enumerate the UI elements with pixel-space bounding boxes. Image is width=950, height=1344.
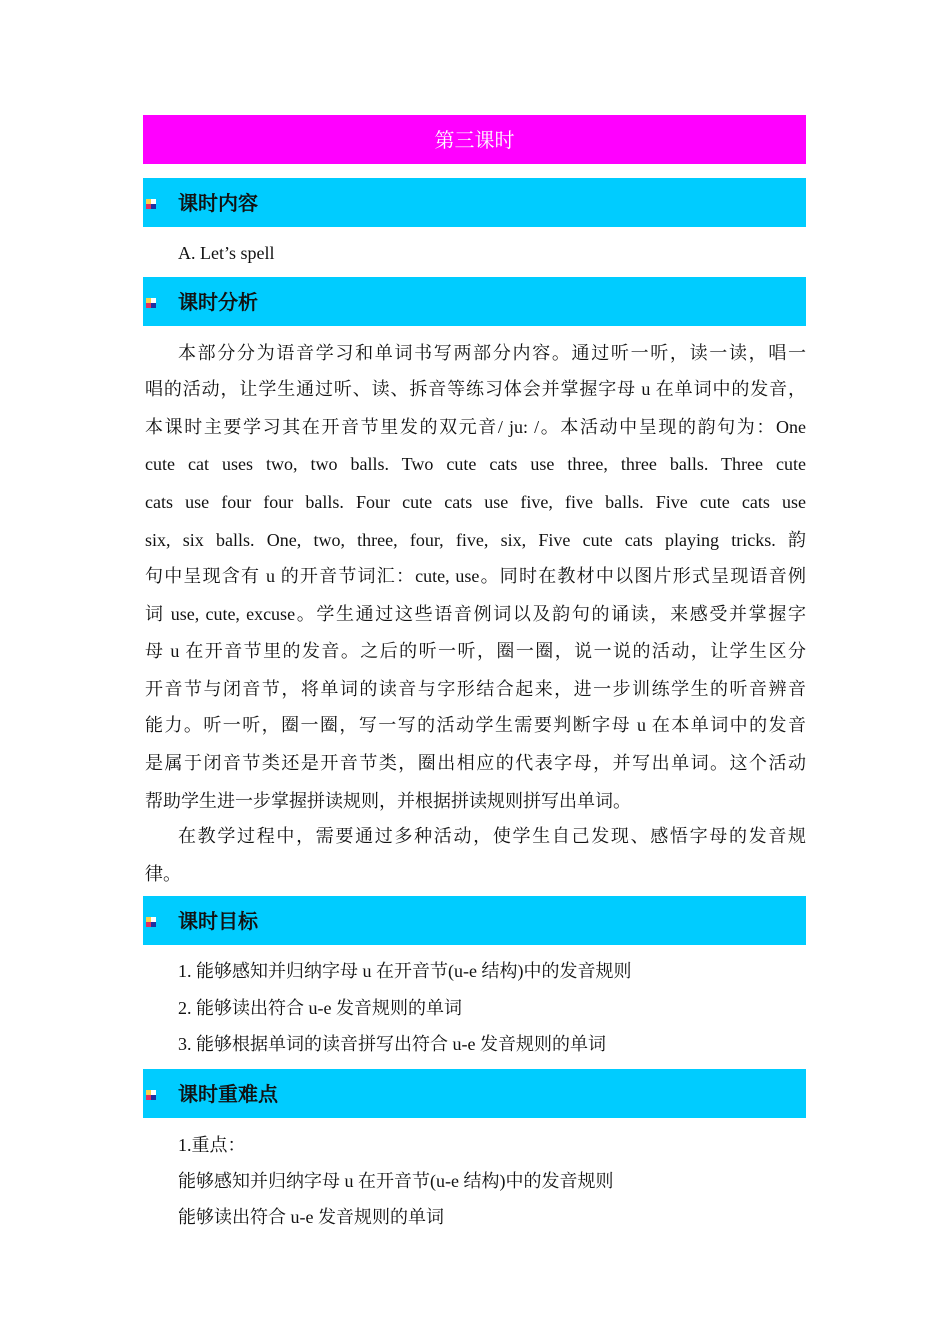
analysis-line: 唱的活动，让学生通过听、读、拆音等练习体会并掌握字母 u 在单词中的发音， bbox=[145, 379, 806, 399]
analysis-line: 帮助学生进一步掌握拼读规则，并根据拼读规则拼写出单词。 bbox=[145, 791, 631, 811]
analysis-line: 是属于闭音节类还是开音节类，圈出相应的代表字母，并写出单词。这个活动 bbox=[145, 753, 806, 773]
section-header-content bbox=[143, 178, 806, 227]
section-heading: 课时目标 bbox=[178, 909, 258, 933]
section-heading: 课时分析 bbox=[178, 290, 258, 314]
section-heading: 课时重难点 bbox=[178, 1082, 278, 1106]
goal-item: 1. 能够感知并归纳字母 u 在开音节(u-e 结构)中的发音规则 bbox=[178, 961, 632, 981]
section-header-key-points bbox=[143, 1069, 806, 1118]
key-point-line: 能够感知并归纳字母 u 在开音节(u-e 结构)中的发音规则 bbox=[178, 1171, 614, 1191]
analysis-line: 在教学过程中，需要通过多种活动，使学生自己发现、感悟字母的发音规 bbox=[178, 826, 806, 846]
key-point-line: 1.重点： bbox=[178, 1135, 246, 1155]
analysis-line: cats use four four balls. Four cute cats use five, five balls. Five cute cats use bbox=[145, 492, 806, 512]
bullet-icon bbox=[146, 298, 156, 308]
analysis-line: 本课时主要学习其在开音节里发的双元音/ ju: /。本活动中呈现的韵句为：One bbox=[145, 417, 806, 437]
analysis-line: 本部分分为语音学习和单词书写两部分内容。通过听一听，读一读，唱一 bbox=[178, 343, 806, 363]
bullet-icon bbox=[146, 1090, 156, 1100]
goal-item: 3. 能够根据单词的读音拼写出符合 u-e 发音规则的单词 bbox=[178, 1034, 606, 1054]
lesson-title: 第三课时 bbox=[143, 115, 806, 164]
content-text: A. Let’s spell bbox=[178, 243, 275, 263]
analysis-line: 句中呈现含有 u 的开音节词汇：cute, use。同时在教材中以图片形式呈现语音例 bbox=[145, 566, 806, 586]
analysis-line: 开音节与闭音节，将单词的读音与字形结合起来，进一步训练学生的听音辨音 bbox=[145, 679, 806, 699]
analysis-line: 能力。听一听，圈一圈，写一写的活动学生需要判断字母 u 在本单词中的发音 bbox=[145, 715, 806, 735]
analysis-line: 律。 bbox=[145, 864, 181, 884]
section-header-analysis bbox=[143, 277, 806, 326]
analysis-line: 词 use, cute, excuse。学生通过这些语音例词以及韵句的诵读，来感受并掌握字 bbox=[145, 604, 806, 624]
analysis-line: cute cat uses two, two balls. Two cute cats use three, three balls. Three cute bbox=[145, 454, 806, 474]
bullet-icon bbox=[146, 917, 156, 927]
analysis-line: six, six balls. One, two, three, four, five, six, Five cute cats playing tricks. 韵 bbox=[145, 530, 806, 550]
analysis-line: 母 u 在开音节里的发音。之后的听一听，圈一圈，说一说的活动，让学生区分 bbox=[145, 641, 806, 661]
section-heading: 课时内容 bbox=[178, 191, 258, 215]
goal-item: 2. 能够读出符合 u-e 发音规则的单词 bbox=[178, 998, 462, 1018]
key-point-line: 能够读出符合 u-e 发音规则的单词 bbox=[178, 1207, 444, 1227]
section-header-goals bbox=[143, 896, 806, 945]
bullet-icon bbox=[146, 199, 156, 209]
